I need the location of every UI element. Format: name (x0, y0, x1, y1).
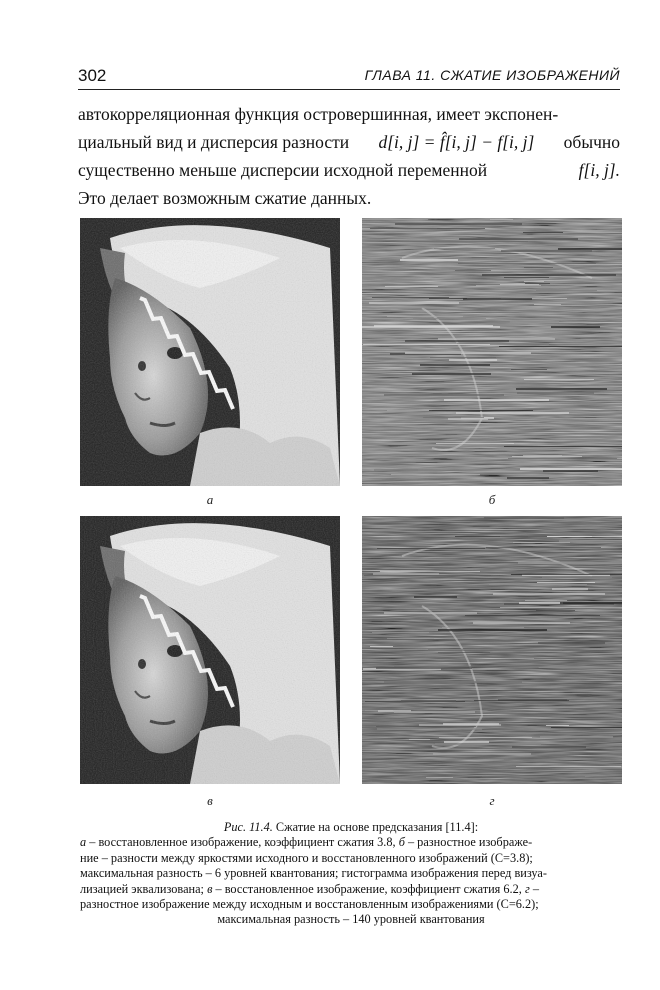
caption-figure-number: Рис. 11.4. (223, 820, 273, 834)
caption-line (80, 912, 622, 927)
figure-panel-a-reconstructed (80, 218, 340, 486)
body-line-text: обычно (563, 132, 620, 152)
caption-line (80, 882, 622, 897)
difference-formula: d[i, j] = f̂[i, j] − f[i, j] (378, 132, 535, 152)
body-paragraph (78, 100, 620, 212)
panel-label-v: в (207, 793, 213, 808)
body-line-text: автокорреляционная функция островершинная, имеет экспонен- (78, 104, 559, 124)
caption-title (80, 820, 622, 835)
body-line (78, 128, 620, 156)
caption-title-text: Сжатие на основе предсказания [11.4]: (275, 820, 479, 834)
body-line-text: Это делает возможным сжатие данных. (78, 188, 372, 208)
difference-image (362, 516, 622, 784)
caption-panel-ref: г (524, 881, 530, 896)
caption-text: – восстановленное изображение, коэффициент сжатия 3.8, (89, 835, 396, 850)
figure-panel-g-difference (362, 516, 622, 784)
caption-panel-ref: б (398, 835, 405, 850)
figure-panel-v-reconstructed (80, 516, 340, 784)
caption-text: – (532, 881, 539, 896)
caption-text: максимальная разность – 140 уровней квантования (217, 912, 485, 927)
caption-line (80, 866, 622, 881)
photo-image (80, 218, 340, 486)
body-line (78, 184, 620, 212)
panel-label-b: б (488, 492, 496, 507)
figure-panel-b-difference (362, 218, 622, 486)
header-rule (78, 89, 620, 90)
body-line (78, 100, 620, 128)
difference-image (362, 218, 622, 486)
caption-text: максимальная разность – 6 уровней квантования; гистограмма изображения перед визуа- (80, 866, 547, 881)
running-title: ГЛАВА 11. СЖАТИЕ ИЗОБРАЖЕНИЙ (364, 67, 620, 83)
caption-text: лизацией эквализована; (80, 881, 204, 896)
caption-text: ние – разности между яркостями исходного и восстановленного изображений (С=3.8); (80, 850, 533, 865)
photo-image (80, 516, 340, 784)
page-header (78, 66, 620, 90)
panel-label-g: г (489, 793, 495, 808)
body-line-text: существенно меньше дисперсии исходной переменной (78, 160, 488, 180)
caption-text: – восстановленное изображение, коэффициент сжатия 6.2, (215, 881, 522, 896)
caption-text: – разностное изображе- (407, 835, 533, 850)
figure-caption (80, 820, 622, 928)
panel-label-a: а (206, 492, 214, 507)
body-line (78, 156, 620, 184)
caption-line (80, 897, 622, 912)
body-line-text: циальный вид и дисперсия разности (78, 132, 350, 152)
page-number: 302 (78, 66, 107, 85)
variable-formula: f[i, j]. (578, 160, 620, 180)
caption-line (80, 851, 622, 866)
caption-panel-ref: в (207, 881, 213, 896)
caption-panel-ref: а (80, 835, 87, 850)
caption-text: разностное изображение между исходным и восстановленным изображениями (С=6.2); (80, 897, 539, 912)
caption-line (80, 835, 622, 850)
